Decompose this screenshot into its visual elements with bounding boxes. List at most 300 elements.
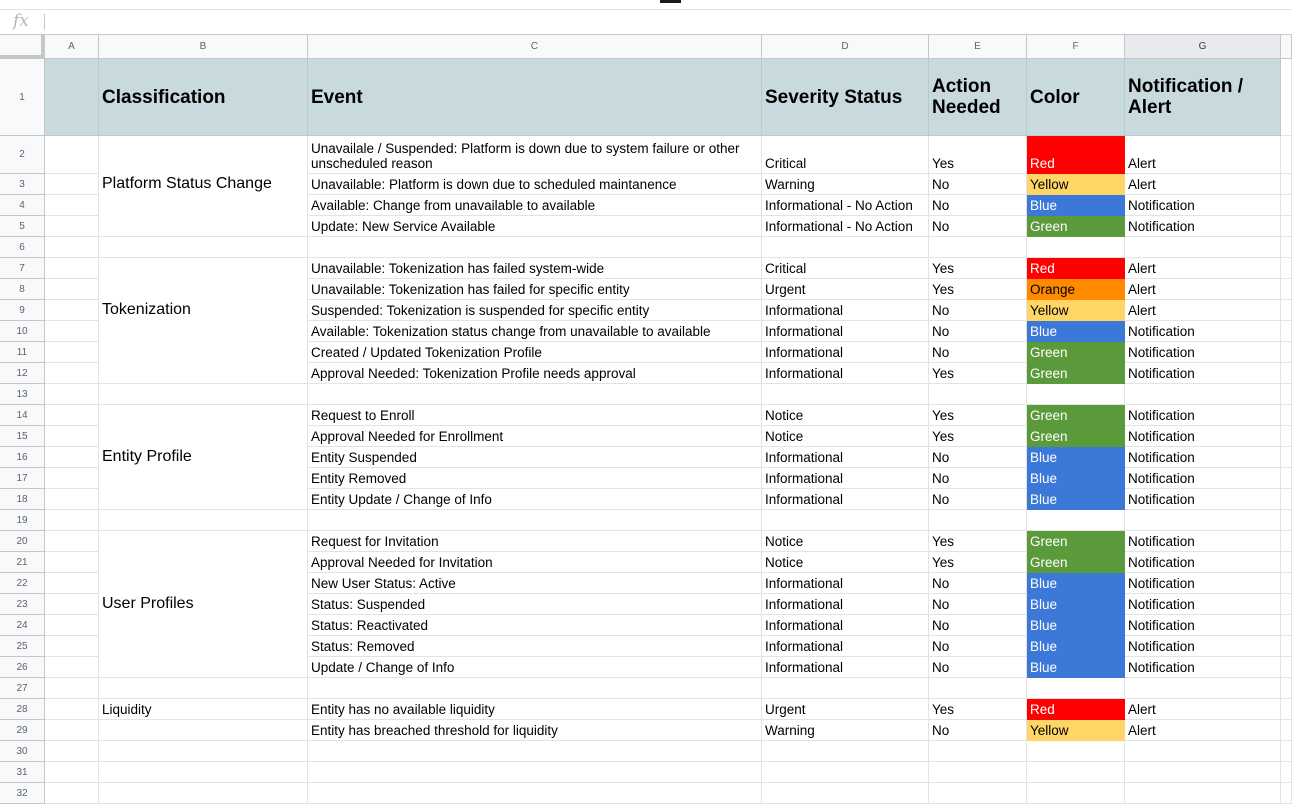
cell-extra[interactable] — [1281, 447, 1292, 468]
event-cell[interactable] — [308, 384, 762, 405]
severity-cell[interactable] — [762, 363, 929, 384]
color-cell[interactable] — [1027, 216, 1125, 237]
cell-a17[interactable] — [45, 468, 99, 489]
cell-extra[interactable] — [1281, 321, 1292, 342]
cell-a16[interactable] — [45, 447, 99, 468]
action-needed-cell[interactable] — [929, 741, 1027, 762]
action-needed-cell[interactable] — [929, 174, 1027, 195]
severity-cell[interactable] — [762, 468, 929, 489]
notification-cell[interactable] — [1125, 657, 1281, 678]
action-needed-cell[interactable] — [929, 468, 1027, 489]
cell-a32[interactable] — [45, 783, 99, 804]
severity-cell[interactable] — [762, 489, 929, 510]
action-needed-cell[interactable] — [929, 489, 1027, 510]
cell-b13[interactable] — [99, 384, 308, 405]
cell-b31[interactable] — [99, 762, 308, 783]
event-cell[interactable] — [308, 636, 762, 657]
action-needed-cell[interactable] — [929, 426, 1027, 447]
cell-b18[interactable] — [99, 489, 308, 510]
color-cell[interactable] — [1027, 258, 1125, 279]
action-needed-cell[interactable] — [929, 384, 1027, 405]
severity-cell[interactable] — [762, 300, 929, 321]
color-cell[interactable] — [1027, 678, 1125, 699]
cell-a31[interactable] — [45, 762, 99, 783]
cell-extra[interactable] — [1281, 552, 1292, 573]
color-cell[interactable] — [1027, 279, 1125, 300]
column-header-a[interactable] — [45, 35, 99, 59]
cell-a29[interactable] — [45, 720, 99, 741]
severity-cell[interactable] — [762, 258, 929, 279]
notification-cell[interactable] — [1125, 300, 1281, 321]
action-needed-cell[interactable] — [929, 636, 1027, 657]
event-cell[interactable] — [308, 762, 762, 783]
event-cell[interactable] — [308, 321, 762, 342]
severity-cell[interactable] — [762, 678, 929, 699]
column-header-g[interactable] — [1125, 35, 1281, 59]
cell-a6[interactable] — [45, 237, 99, 258]
cell-b4[interactable] — [99, 195, 308, 216]
row-header-4[interactable] — [0, 195, 45, 216]
severity-cell[interactable] — [762, 552, 929, 573]
cell-b10[interactable] — [99, 321, 308, 342]
color-cell[interactable] — [1027, 237, 1125, 258]
action-needed-cell[interactable] — [929, 762, 1027, 783]
event-cell[interactable] — [308, 174, 762, 195]
cell-b12[interactable] — [99, 363, 308, 384]
cell-extra[interactable] — [1281, 636, 1292, 657]
row-header-29[interactable] — [0, 720, 45, 741]
severity-cell[interactable] — [762, 657, 929, 678]
color-cell[interactable] — [1027, 762, 1125, 783]
notification-cell[interactable] — [1125, 615, 1281, 636]
severity-cell[interactable] — [762, 237, 929, 258]
classification-liquidity[interactable] — [99, 699, 308, 720]
row-header-26[interactable] — [0, 657, 45, 678]
action-needed-cell[interactable] — [929, 300, 1027, 321]
cell-b6[interactable] — [99, 237, 308, 258]
notification-cell[interactable] — [1125, 447, 1281, 468]
cell-a30[interactable] — [45, 741, 99, 762]
color-cell[interactable] — [1027, 594, 1125, 615]
action-needed-cell[interactable] — [929, 699, 1027, 720]
notification-cell[interactable] — [1125, 195, 1281, 216]
event-cell[interactable] — [308, 405, 762, 426]
event-cell[interactable] — [308, 741, 762, 762]
cell-extra[interactable] — [1281, 657, 1292, 678]
color-cell[interactable] — [1027, 720, 1125, 741]
cell-a18[interactable] — [45, 489, 99, 510]
notification-cell[interactable] — [1125, 552, 1281, 573]
row-header-14[interactable] — [0, 405, 45, 426]
event-cell[interactable] — [308, 300, 762, 321]
severity-cell[interactable] — [762, 531, 929, 552]
cell-a5[interactable] — [45, 216, 99, 237]
color-cell[interactable] — [1027, 615, 1125, 636]
severity-cell[interactable] — [762, 405, 929, 426]
color-cell[interactable] — [1027, 405, 1125, 426]
event-cell[interactable] — [308, 699, 762, 720]
color-cell[interactable] — [1027, 531, 1125, 552]
header-severity-status[interactable] — [762, 59, 929, 136]
action-needed-cell[interactable] — [929, 573, 1027, 594]
color-cell[interactable] — [1027, 342, 1125, 363]
severity-cell[interactable] — [762, 174, 929, 195]
notification-cell[interactable] — [1125, 321, 1281, 342]
severity-cell[interactable] — [762, 426, 929, 447]
color-cell[interactable] — [1027, 174, 1125, 195]
cell-extra[interactable] — [1281, 279, 1292, 300]
header-notification-alert[interactable] — [1125, 59, 1281, 136]
action-needed-cell[interactable] — [929, 531, 1027, 552]
cell-a3[interactable] — [45, 174, 99, 195]
event-cell[interactable] — [308, 195, 762, 216]
cell-extra[interactable] — [1281, 489, 1292, 510]
severity-cell[interactable] — [762, 216, 929, 237]
notification-cell[interactable] — [1125, 468, 1281, 489]
severity-cell[interactable] — [762, 636, 929, 657]
classification-tokenization[interactable] — [99, 300, 308, 321]
cell-extra[interactable] — [1281, 363, 1292, 384]
color-cell[interactable] — [1027, 363, 1125, 384]
cell-extra[interactable] — [1281, 783, 1292, 804]
cell-b14[interactable] — [99, 405, 308, 426]
color-cell[interactable] — [1027, 783, 1125, 804]
event-cell[interactable] — [308, 531, 762, 552]
notification-cell[interactable] — [1125, 699, 1281, 720]
cell-extra[interactable] — [1281, 405, 1292, 426]
action-needed-cell[interactable] — [929, 720, 1027, 741]
severity-cell[interactable] — [762, 783, 929, 804]
event-cell[interactable] — [308, 720, 762, 741]
action-needed-cell[interactable] — [929, 279, 1027, 300]
severity-cell[interactable] — [762, 699, 929, 720]
action-needed-cell[interactable] — [929, 657, 1027, 678]
action-needed-cell[interactable] — [929, 510, 1027, 531]
cell-a27[interactable] — [45, 678, 99, 699]
notification-cell[interactable] — [1125, 342, 1281, 363]
cell-extra[interactable] — [1281, 342, 1292, 363]
event-cell[interactable] — [308, 363, 762, 384]
cell-extra[interactable] — [1281, 762, 1292, 783]
color-cell[interactable] — [1027, 510, 1125, 531]
cell-extra[interactable] — [1281, 510, 1292, 531]
cell-extra[interactable] — [1281, 594, 1292, 615]
select-all-corner[interactable] — [0, 35, 45, 59]
cell-a21[interactable] — [45, 552, 99, 573]
cell-a20[interactable] — [45, 531, 99, 552]
color-cell[interactable] — [1027, 447, 1125, 468]
notification-cell[interactable] — [1125, 489, 1281, 510]
cell-b20[interactable] — [99, 531, 308, 552]
cell-extra[interactable] — [1281, 174, 1292, 195]
row-header-30[interactable] — [0, 741, 45, 762]
cell-b21[interactable] — [99, 552, 308, 573]
severity-cell[interactable] — [762, 195, 929, 216]
row-header-7[interactable] — [0, 258, 45, 279]
cell-b2[interactable] — [99, 136, 308, 174]
notification-cell[interactable] — [1125, 363, 1281, 384]
event-cell[interactable] — [308, 447, 762, 468]
event-cell[interactable] — [308, 342, 762, 363]
cell-b15[interactable] — [99, 426, 308, 447]
cell-b32[interactable] — [99, 783, 308, 804]
cell-a22[interactable] — [45, 573, 99, 594]
severity-cell[interactable] — [762, 573, 929, 594]
cell-a10[interactable] — [45, 321, 99, 342]
action-needed-cell[interactable] — [929, 342, 1027, 363]
row-header-10[interactable] — [0, 321, 45, 342]
severity-cell[interactable] — [762, 136, 929, 174]
cell-extra[interactable] — [1281, 237, 1292, 258]
event-cell[interactable] — [308, 489, 762, 510]
notification-cell[interactable] — [1125, 678, 1281, 699]
severity-cell[interactable] — [762, 615, 929, 636]
row-header-19[interactable] — [0, 510, 45, 531]
row-header-18[interactable] — [0, 489, 45, 510]
cell-b19[interactable] — [99, 510, 308, 531]
notification-cell[interactable] — [1125, 426, 1281, 447]
cell-b11[interactable] — [99, 342, 308, 363]
header-action-needed[interactable] — [929, 59, 1027, 136]
cell-a19[interactable] — [45, 510, 99, 531]
formula-input[interactable] — [52, 14, 1252, 30]
cell-extra[interactable] — [1281, 300, 1292, 321]
notification-cell[interactable] — [1125, 510, 1281, 531]
row-header-15[interactable] — [0, 426, 45, 447]
cell-extra[interactable] — [1281, 195, 1292, 216]
severity-cell[interactable] — [762, 741, 929, 762]
cell-a8[interactable] — [45, 279, 99, 300]
row-header-28[interactable] — [0, 699, 45, 720]
row-header-21[interactable] — [0, 552, 45, 573]
event-cell[interactable] — [308, 783, 762, 804]
column-header-extra[interactable] — [1281, 35, 1292, 59]
spreadsheet-grid[interactable] — [0, 35, 1292, 799]
cell-a25[interactable] — [45, 636, 99, 657]
row-header-32[interactable] — [0, 783, 45, 804]
cell-b24[interactable] — [99, 615, 308, 636]
action-needed-cell[interactable] — [929, 216, 1027, 237]
classification-user-profiles[interactable] — [99, 594, 308, 615]
row-header-6[interactable] — [0, 237, 45, 258]
notification-cell[interactable] — [1125, 216, 1281, 237]
cell-b17[interactable] — [99, 468, 308, 489]
column-header-c[interactable] — [308, 35, 762, 59]
notification-cell[interactable] — [1125, 237, 1281, 258]
event-cell[interactable] — [308, 657, 762, 678]
cell-extra[interactable] — [1281, 720, 1292, 741]
action-needed-cell[interactable] — [929, 405, 1027, 426]
cell-extra[interactable] — [1281, 531, 1292, 552]
cell-b7[interactable] — [99, 258, 308, 279]
cell-b8[interactable] — [99, 279, 308, 300]
cell-extra[interactable] — [1281, 678, 1292, 699]
severity-cell[interactable] — [762, 510, 929, 531]
color-cell[interactable] — [1027, 321, 1125, 342]
column-header-e[interactable] — [929, 35, 1027, 59]
color-cell[interactable] — [1027, 741, 1125, 762]
cell-b29[interactable] — [99, 720, 308, 741]
cell-a14[interactable] — [45, 405, 99, 426]
color-cell[interactable] — [1027, 136, 1125, 174]
cell-b5[interactable] — [99, 216, 308, 237]
column-header-f[interactable] — [1027, 35, 1125, 59]
cell-a12[interactable] — [45, 363, 99, 384]
event-cell[interactable] — [308, 426, 762, 447]
action-needed-cell[interactable] — [929, 783, 1027, 804]
action-needed-cell[interactable] — [929, 258, 1027, 279]
cell-a26[interactable] — [45, 657, 99, 678]
cell-a11[interactable] — [45, 342, 99, 363]
cell-a15[interactable] — [45, 426, 99, 447]
row-header-27[interactable] — [0, 678, 45, 699]
row-header-31[interactable] — [0, 762, 45, 783]
cell-extra[interactable] — [1281, 741, 1292, 762]
severity-cell[interactable] — [762, 384, 929, 405]
cell-a24[interactable] — [45, 615, 99, 636]
action-needed-cell[interactable] — [929, 552, 1027, 573]
cell-a28[interactable] — [45, 699, 99, 720]
cell-b26[interactable] — [99, 657, 308, 678]
row-header-20[interactable] — [0, 531, 45, 552]
color-cell[interactable] — [1027, 195, 1125, 216]
color-cell[interactable] — [1027, 384, 1125, 405]
cell-a13[interactable] — [45, 384, 99, 405]
header-cell-extra[interactable] — [1281, 59, 1292, 136]
cell-extra[interactable] — [1281, 615, 1292, 636]
cell-extra[interactable] — [1281, 384, 1292, 405]
event-cell[interactable] — [308, 136, 762, 174]
event-cell[interactable] — [308, 573, 762, 594]
severity-cell[interactable] — [762, 762, 929, 783]
cell-extra[interactable] — [1281, 258, 1292, 279]
row-header-2[interactable] — [0, 136, 45, 174]
notification-cell[interactable] — [1125, 384, 1281, 405]
severity-cell[interactable] — [762, 342, 929, 363]
row-header-17[interactable] — [0, 468, 45, 489]
event-cell[interactable] — [308, 594, 762, 615]
action-needed-cell[interactable] — [929, 195, 1027, 216]
color-cell[interactable] — [1027, 426, 1125, 447]
notification-cell[interactable] — [1125, 531, 1281, 552]
severity-cell[interactable] — [762, 279, 929, 300]
color-cell[interactable] — [1027, 489, 1125, 510]
column-header-b[interactable] — [99, 35, 308, 59]
row-header-1[interactable] — [0, 59, 45, 136]
severity-cell[interactable] — [762, 447, 929, 468]
header-cell-a[interactable] — [45, 59, 99, 136]
row-header-3[interactable] — [0, 174, 45, 195]
classification-platform-status-change[interactable] — [99, 174, 308, 195]
row-header-25[interactable] — [0, 636, 45, 657]
color-cell[interactable] — [1027, 657, 1125, 678]
event-cell[interactable] — [308, 678, 762, 699]
event-cell[interactable] — [308, 237, 762, 258]
notification-cell[interactable] — [1125, 783, 1281, 804]
color-cell[interactable] — [1027, 552, 1125, 573]
row-header-12[interactable] — [0, 363, 45, 384]
action-needed-cell[interactable] — [929, 363, 1027, 384]
cell-b27[interactable] — [99, 678, 308, 699]
notification-cell[interactable] — [1125, 174, 1281, 195]
action-needed-cell[interactable] — [929, 615, 1027, 636]
cell-a23[interactable] — [45, 594, 99, 615]
event-cell[interactable] — [308, 279, 762, 300]
cell-b25[interactable] — [99, 636, 308, 657]
color-cell[interactable] — [1027, 573, 1125, 594]
event-cell[interactable] — [308, 258, 762, 279]
header-event[interactable] — [308, 59, 762, 136]
header-classification[interactable] — [99, 59, 308, 136]
row-header-11[interactable] — [0, 342, 45, 363]
cell-a4[interactable] — [45, 195, 99, 216]
action-needed-cell[interactable] — [929, 321, 1027, 342]
row-header-22[interactable] — [0, 573, 45, 594]
notification-cell[interactable] — [1125, 636, 1281, 657]
action-needed-cell[interactable] — [929, 594, 1027, 615]
cell-extra[interactable] — [1281, 426, 1292, 447]
notification-cell[interactable] — [1125, 279, 1281, 300]
severity-cell[interactable] — [762, 594, 929, 615]
color-cell[interactable] — [1027, 300, 1125, 321]
notification-cell[interactable] — [1125, 741, 1281, 762]
notification-cell[interactable] — [1125, 762, 1281, 783]
event-cell[interactable] — [308, 216, 762, 237]
cell-a7[interactable] — [45, 258, 99, 279]
cell-extra[interactable] — [1281, 573, 1292, 594]
action-needed-cell[interactable] — [929, 447, 1027, 468]
cell-extra[interactable] — [1281, 136, 1292, 174]
row-header-8[interactable] — [0, 279, 45, 300]
event-cell[interactable] — [308, 552, 762, 573]
cell-extra[interactable] — [1281, 699, 1292, 720]
action-needed-cell-text: Yes — [932, 534, 955, 549]
event-cell[interactable] — [308, 468, 762, 489]
row-header-13[interactable] — [0, 384, 45, 405]
row-header-23[interactable] — [0, 594, 45, 615]
notification-cell[interactable] — [1125, 405, 1281, 426]
action-needed-cell[interactable] — [929, 136, 1027, 174]
row-header-16[interactable] — [0, 447, 45, 468]
event-cell[interactable] — [308, 615, 762, 636]
action-needed-cell[interactable] — [929, 678, 1027, 699]
header-color[interactable] — [1027, 59, 1125, 136]
severity-cell[interactable] — [762, 720, 929, 741]
notification-cell[interactable] — [1125, 136, 1281, 174]
notification-cell[interactable] — [1125, 594, 1281, 615]
row-header-5[interactable] — [0, 216, 45, 237]
notification-cell[interactable] — [1125, 573, 1281, 594]
row-header-9[interactable] — [0, 300, 45, 321]
cell-b30[interactable] — [99, 741, 308, 762]
cell-a2[interactable] — [45, 136, 99, 174]
cell-extra[interactable] — [1281, 468, 1292, 489]
notification-cell[interactable] — [1125, 720, 1281, 741]
severity-cell[interactable] — [762, 321, 929, 342]
cell-a9[interactable] — [45, 300, 99, 321]
color-cell[interactable] — [1027, 636, 1125, 657]
color-cell[interactable] — [1027, 699, 1125, 720]
notification-cell[interactable] — [1125, 258, 1281, 279]
cell-b22[interactable] — [99, 573, 308, 594]
color-cell[interactable] — [1027, 468, 1125, 489]
action-needed-cell[interactable] — [929, 237, 1027, 258]
cell-extra[interactable] — [1281, 216, 1292, 237]
classification-entity-profile[interactable] — [99, 447, 308, 468]
row-header-24[interactable] — [0, 615, 45, 636]
column-header-d[interactable] — [762, 35, 929, 59]
event-cell[interactable] — [308, 510, 762, 531]
